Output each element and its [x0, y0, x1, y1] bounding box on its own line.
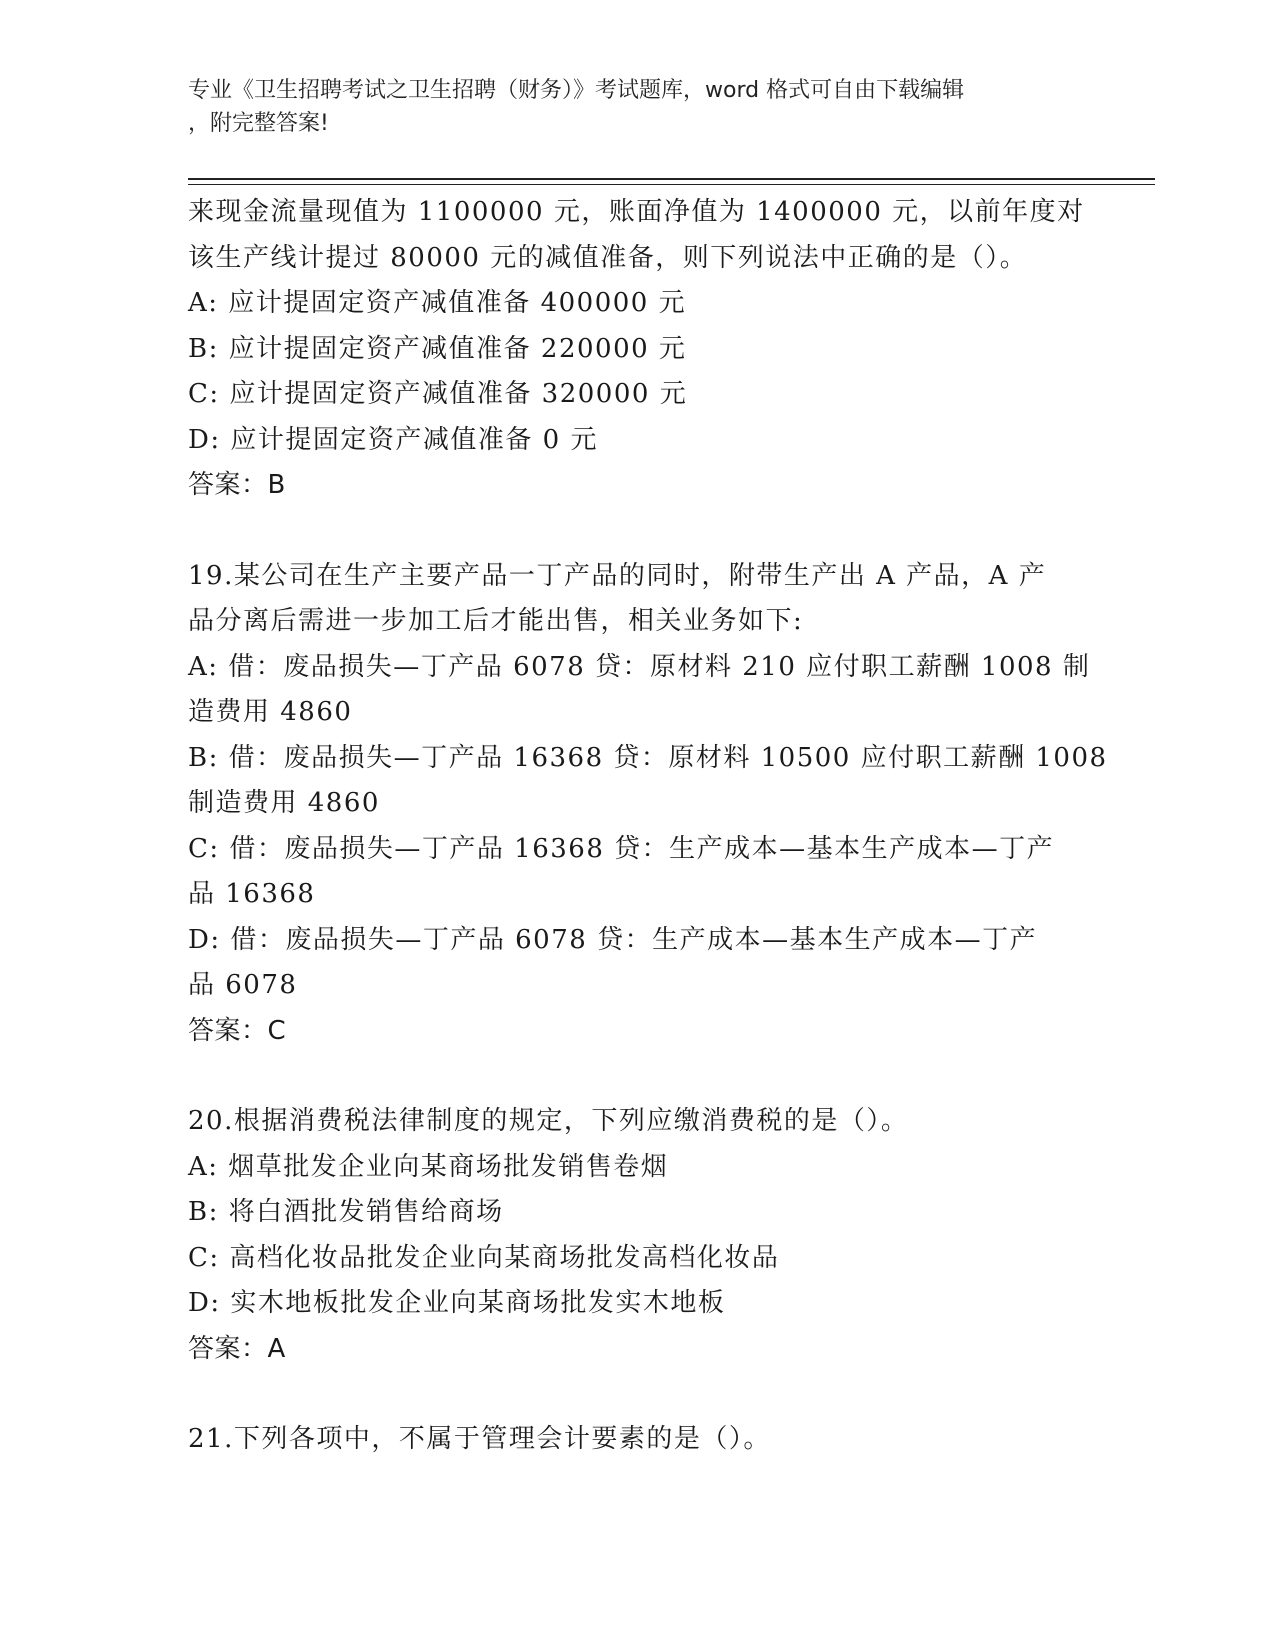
answer-line: 答案：C — [188, 1015, 287, 1046]
option-b: B: 应计提固定资产减值准备 220000 元 — [188, 333, 687, 364]
page-header — [188, 74, 1068, 140]
option-b: B: 将白酒批发销售给商场 — [188, 1197, 504, 1227]
answer-line: 答案：B — [188, 470, 286, 500]
option-d-continued: 品 6078 — [188, 970, 298, 1000]
question-stem-line: 20.根据消费税法律制度的规定，下列应缴消费税的是（）。 — [188, 1106, 909, 1136]
question-20 — [188, 1099, 1088, 1372]
question-stem-line: 19.某公司在生产主要产品一丁产品的同时，附带生产出 A 产品，A 产 — [188, 560, 1047, 591]
question-19 — [188, 554, 1108, 1055]
question-content — [188, 190, 1108, 1463]
question-18 — [188, 190, 1088, 509]
option-b-continued: 制造费用 4860 — [188, 788, 380, 818]
option-c-continued: 品 16368 — [188, 879, 316, 909]
spacer — [188, 509, 1088, 554]
option-a: A: 借：废品损失—丁产品 6078 贷：原材料 210 应付职工薪酬 1008 制 — [188, 651, 1091, 682]
header-line-1: 专业《卫生招聘考试之卫生招聘（财务）》考试题库，word 格式可自由下载编辑 — [188, 78, 965, 103]
question-21 — [188, 1417, 1088, 1463]
option-a: A: 应计提固定资产减值准备 400000 元 — [188, 288, 687, 318]
header-divider-thick — [188, 178, 1155, 180]
question-stem-line: 21.下列各项中，不属于管理会计要素的是（）。 — [188, 1424, 771, 1454]
option-d: D: 实木地板批发企业向某商场批发实木地板 — [188, 1288, 726, 1318]
option-d: D: 应计提固定资产减值准备 0 元 — [188, 424, 598, 455]
option-c: C: 借：废品损失—丁产品 16368 贷：生产成本—基本生产成本—丁产 — [188, 833, 1055, 864]
option-a-continued: 造费用 4860 — [188, 697, 353, 727]
question-stem-line: 来现金流量现值为 1100000 元，账面净值为 1400000 元，以前年度对 — [188, 197, 1085, 227]
option-a: A: 烟草批发企业向某商场批发销售卷烟 — [188, 1151, 669, 1182]
option-c: C: 应计提固定资产减值准备 320000 元 — [188, 379, 688, 409]
option-b: B: 借：废品损失—丁产品 16368 贷：原材料 10500 应付职工薪酬 1008 — [188, 742, 1108, 773]
header-line-2: ，附完整答案! — [188, 111, 329, 136]
question-stem-line: 品分离后需进一步加工后才能出售，相关业务如下: — [188, 606, 804, 636]
header-divider-thin — [188, 184, 1155, 185]
spacer — [188, 1054, 1088, 1099]
question-stem-line: 该生产线计提过 80000 元的减值准备，则下列说法中正确的是（）。 — [188, 242, 1028, 273]
option-d: D: 借：废品损失—丁产品 6078 贷：生产成本—基本生产成本—丁产 — [188, 924, 1038, 955]
spacer — [188, 1372, 1088, 1417]
answer-line: 答案：A — [188, 1333, 286, 1364]
option-c: C: 高档化妆品批发企业向某商场批发高档化妆品 — [188, 1242, 780, 1273]
